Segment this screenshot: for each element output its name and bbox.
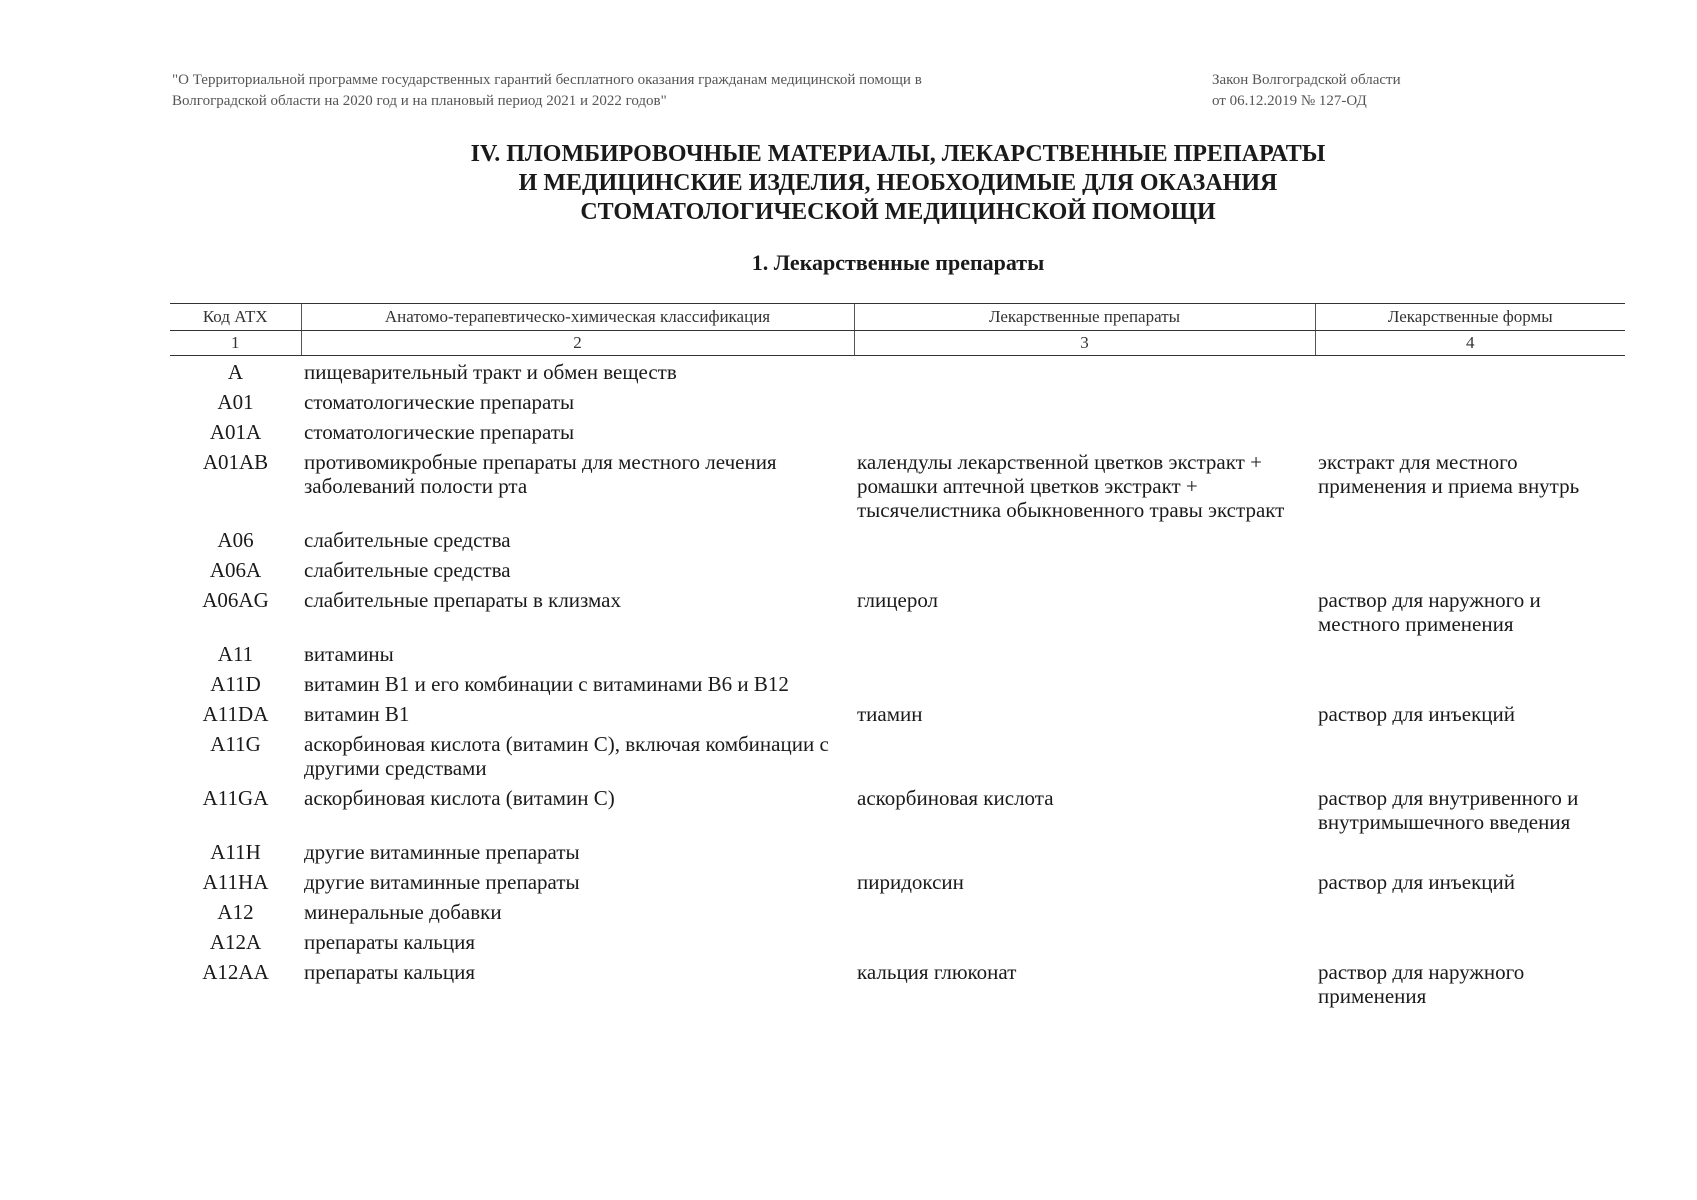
column-number: 1 (170, 331, 301, 356)
table-column-number-row (170, 331, 1625, 356)
classification-cell: аскорбиновая кислота (витамин C) (304, 786, 615, 810)
table-row (170, 868, 1625, 898)
table-head (170, 304, 1625, 356)
drug-cell (854, 928, 1315, 958)
atc-code-cell: A01 (217, 390, 254, 414)
dosage-form-cell (1315, 356, 1625, 389)
atc-code-cell: A01A (209, 420, 262, 444)
classification-cell: витамин B1 и его комбинации с витаминами B6 и B12 (304, 672, 789, 696)
table-row (170, 898, 1625, 928)
classification-cell: слабительные препараты в клизмах (304, 588, 621, 612)
section-title-line: И МЕДИЦИНСКИЕ ИЗДЕЛИЯ, НЕОБХОДИМЫЕ ДЛЯ ОКАЗАНИЯ (518, 170, 1278, 196)
table-row (170, 388, 1625, 418)
header-law-name: Закон Волгоградской области (1212, 72, 1401, 88)
atc-drug-table (170, 303, 1625, 1012)
classification-cell: другие витаминные препараты (304, 840, 580, 864)
dosage-form-cell (1315, 526, 1625, 556)
header-document-title-line: "О Территориальной программе государственных гарантий бесплатного оказания гражданам медицинской помощи в (172, 72, 922, 88)
drug-cell (854, 640, 1315, 670)
drug-cell (854, 838, 1315, 868)
atc-code-cell: A (227, 360, 244, 384)
drug-cell (854, 388, 1315, 418)
table-row (170, 730, 1625, 784)
atc-code-cell: A11H (210, 840, 261, 864)
table-row (170, 958, 1625, 1012)
atc-code-cell: A11DA (202, 702, 269, 726)
section-title (172, 140, 1624, 227)
atc-code-cell: A06A (209, 558, 262, 582)
table-row (170, 418, 1625, 448)
header-document-title-line: Волгоградской области на 2020 год и на плановый период 2021 и 2022 годов" (172, 93, 667, 109)
classification-cell: другие витаминные препараты (304, 870, 580, 894)
column-header-drugs: Лекарственные препараты (854, 304, 1315, 331)
dosage-form-cell (1315, 418, 1625, 448)
drug-cell (854, 670, 1315, 700)
atc-code-cell: A06AG (202, 588, 269, 612)
atc-code-cell: A11D (210, 672, 261, 696)
table-header-row (170, 304, 1625, 331)
drug-cell (854, 556, 1315, 586)
atc-code-cell: A12 (217, 900, 254, 924)
dosage-form-cell (1315, 730, 1625, 784)
atc-code-cell: A11HA (202, 870, 269, 894)
dosage-form-cell (1315, 556, 1625, 586)
table-row (170, 700, 1625, 730)
classification-cell: витамин B1 (304, 702, 410, 726)
table-row (170, 448, 1625, 526)
column-header-classification: Анатомо-терапевтическо-химическая классификация (301, 304, 854, 331)
dosage-form-cell: раствор для наружного применения (1318, 960, 1525, 1008)
classification-cell: слабительные средства (304, 528, 511, 552)
dosage-form-cell (1315, 928, 1625, 958)
column-header-atc-code: Код АТХ (170, 304, 301, 331)
section-title-line: СТОМАТОЛОГИЧЕСКОЙ МЕДИЦИНСКОЙ ПОМОЩИ (580, 199, 1216, 225)
header-document-title (172, 70, 1052, 112)
table-row (170, 670, 1625, 700)
drug-cell: тиамин (857, 702, 923, 726)
classification-cell: витамины (304, 642, 394, 666)
dosage-form-cell: раствор для инъекций (1318, 702, 1515, 726)
atc-table-container (170, 303, 1625, 1012)
classification-cell: стоматологические препараты (304, 390, 575, 414)
dosage-form-cell (1315, 670, 1625, 700)
table-body (170, 356, 1625, 1013)
column-header-forms: Лекарственные формы (1315, 304, 1625, 331)
table-row (170, 640, 1625, 670)
header-law-reference (1212, 70, 1472, 112)
classification-cell: препараты кальция (304, 960, 476, 984)
dosage-form-cell (1315, 640, 1625, 670)
header-law-date: от 06.12.2019 № 127-ОД (1212, 93, 1367, 109)
section-title-line: IV. ПЛОМБИРОВОЧНЫЕ МАТЕРИАЛЫ, ЛЕКАРСТВЕННЫЕ ПРЕПАРАТЫ (470, 141, 1326, 167)
atc-code-cell: A12AA (202, 960, 269, 984)
column-number: 3 (854, 331, 1315, 356)
table-row (170, 586, 1625, 640)
dosage-form-cell (1315, 838, 1625, 868)
atc-code-cell: A11G (210, 732, 261, 756)
drug-cell: глицерол (857, 588, 939, 612)
atc-code-cell: A06 (217, 528, 254, 552)
atc-code-cell: A12A (209, 930, 262, 954)
drug-cell: кальция глюконат (857, 960, 1017, 984)
dosage-form-cell: раствор для внутривенного и внутримышечного введения (1318, 786, 1579, 834)
drug-cell: календулы лекарственной цветков экстракт + ромашки аптечной цветков экстракт + тысячелистника обыкновенного травы экстракт (857, 450, 1285, 522)
drug-cell (854, 526, 1315, 556)
column-number: 2 (301, 331, 854, 356)
dosage-form-cell: экстракт для местного применения и приема внутрь (1318, 450, 1580, 498)
atc-code-cell: A11 (217, 642, 254, 666)
drug-cell (854, 898, 1315, 928)
atc-code-cell: A11GA (202, 786, 269, 810)
drug-cell: аскорбиновая кислота (857, 786, 1054, 810)
classification-cell: пищеварительный тракт и обмен веществ (304, 360, 677, 384)
table-row (170, 928, 1625, 958)
table-row (170, 556, 1625, 586)
classification-cell: слабительные средства (304, 558, 511, 582)
classification-cell: стоматологические препараты (304, 420, 575, 444)
classification-cell: минеральные добавки (304, 900, 502, 924)
table-row (170, 526, 1625, 556)
table-row (170, 356, 1625, 389)
dosage-form-cell (1315, 898, 1625, 928)
atc-code-cell: A01AB (202, 450, 269, 474)
dosage-form-cell: раствор для инъекций (1318, 870, 1515, 894)
drug-cell (854, 418, 1315, 448)
subsection-title: 1. Лекарственные препараты (751, 250, 1045, 275)
dosage-form-cell: раствор для наружного и местного применения (1318, 588, 1541, 636)
table-row (170, 838, 1625, 868)
table-row (170, 784, 1625, 838)
drug-cell: пиридоксин (857, 870, 964, 894)
drug-cell (854, 356, 1315, 389)
classification-cell: препараты кальция (304, 930, 476, 954)
column-number: 4 (1315, 331, 1625, 356)
classification-cell: противомикробные препараты для местного лечения заболеваний полости рта (304, 450, 777, 498)
classification-cell: аскорбиновая кислота (витамин C), включая комбинации с другими средствами (304, 732, 829, 780)
drug-cell (854, 730, 1315, 784)
dosage-form-cell (1315, 388, 1625, 418)
